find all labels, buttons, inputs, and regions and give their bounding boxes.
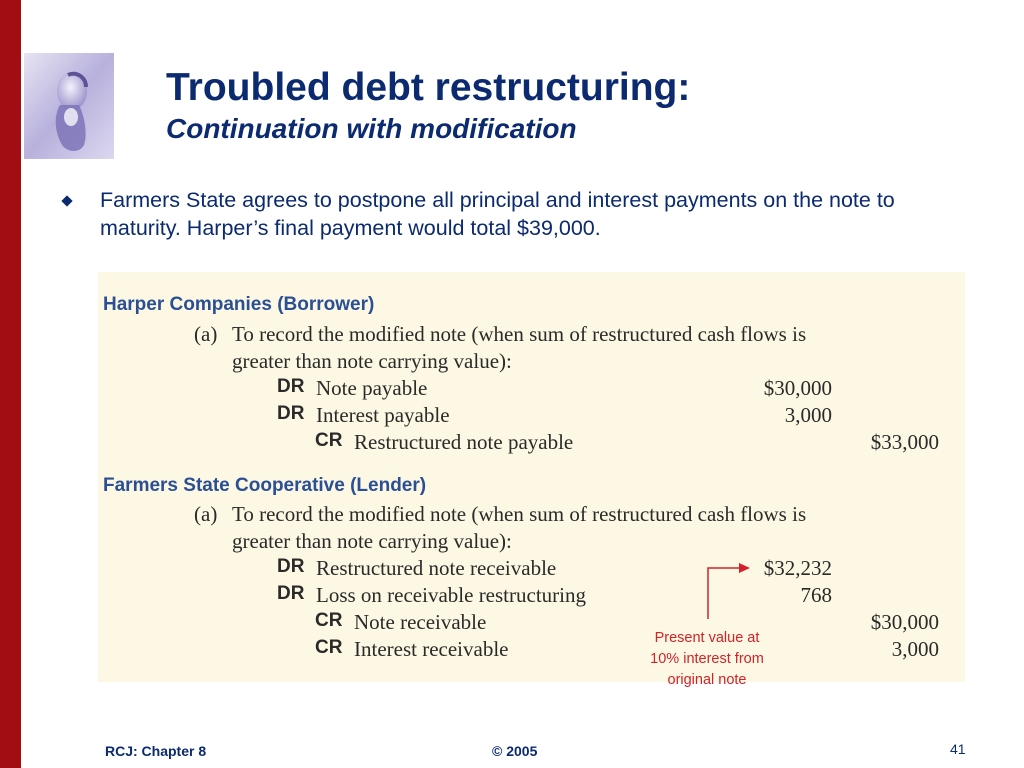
- borrower-item-line2: greater than note carrying value):: [232, 349, 512, 373]
- entry-account: Note receivable: [354, 610, 487, 634]
- slide-subtitle: Continuation with modification: [166, 113, 577, 144]
- entry-account: Interest payable: [316, 403, 450, 427]
- lender-item-label: (a): [194, 502, 218, 526]
- annotation-line: original note: [667, 672, 747, 688]
- footer-copyright: © 2005: [492, 743, 538, 759]
- entry-credit: 3,000: [891, 637, 939, 661]
- page-number: 41: [950, 741, 966, 757]
- entry-code: CR: [315, 637, 343, 658]
- entry-debit: $30,000: [763, 376, 832, 400]
- borrower-item-line1: To record the modified note (when sum of restructured cash flows is: [232, 322, 807, 346]
- entry-account: Loss on receivable restructuring: [316, 583, 586, 607]
- annotation-line: Present value at: [654, 630, 760, 646]
- entry-account: Note payable: [316, 376, 428, 400]
- annotation-line: 10% interest from: [650, 651, 764, 667]
- entry-debit: 3,000: [784, 403, 832, 427]
- journal-entries-panel: [98, 272, 965, 682]
- entry-debit: 768: [800, 583, 832, 607]
- lender-item-line2: greater than note carrying value):: [232, 529, 512, 553]
- lender-entry-row: [98, 556, 965, 582]
- entry-account: Interest receivable: [354, 637, 509, 661]
- annotation-note: [633, 628, 781, 691]
- decorative-figure-image: [24, 53, 114, 159]
- bullet-text: Farmers State agrees to postpone all principal and interest payments on the note to maturity. Harper’s final payment would total $39,000.: [100, 188, 895, 240]
- slide-title: Troubled debt restructuring:: [166, 66, 691, 109]
- lender-entry-row: [98, 610, 965, 636]
- borrower-entry-row: [98, 403, 965, 429]
- lender-item-line1: To record the modified note (when sum of restructured cash flows is: [232, 502, 807, 526]
- entry-code: DR: [277, 376, 305, 397]
- left-accent-bar: [0, 0, 21, 768]
- entry-code: CR: [315, 430, 343, 451]
- footer-chapter: RCJ: Chapter 8: [105, 743, 207, 759]
- borrower-section-title: Harper Companies (Borrower): [103, 294, 375, 315]
- borrower-item-label: (a): [194, 322, 218, 346]
- lender-section-title: Farmers State Cooperative (Lender): [103, 475, 427, 496]
- bullet-diamond-icon: [61, 195, 72, 206]
- entry-code: DR: [277, 403, 305, 424]
- borrower-entry-row: [98, 376, 965, 402]
- entry-account: Restructured note payable: [354, 430, 574, 454]
- entry-credit: $33,000: [870, 430, 939, 454]
- lender-entry-row: [98, 583, 965, 609]
- borrower-entry-row: [98, 430, 965, 456]
- entry-code: DR: [277, 583, 305, 604]
- entry-debit: $32,232: [763, 556, 832, 580]
- lender-entry-row: [98, 637, 965, 663]
- entry-credit: $30,000: [870, 610, 939, 634]
- entry-account: Restructured note receivable: [316, 556, 557, 580]
- entry-code: CR: [315, 610, 343, 631]
- entry-code: DR: [277, 556, 305, 577]
